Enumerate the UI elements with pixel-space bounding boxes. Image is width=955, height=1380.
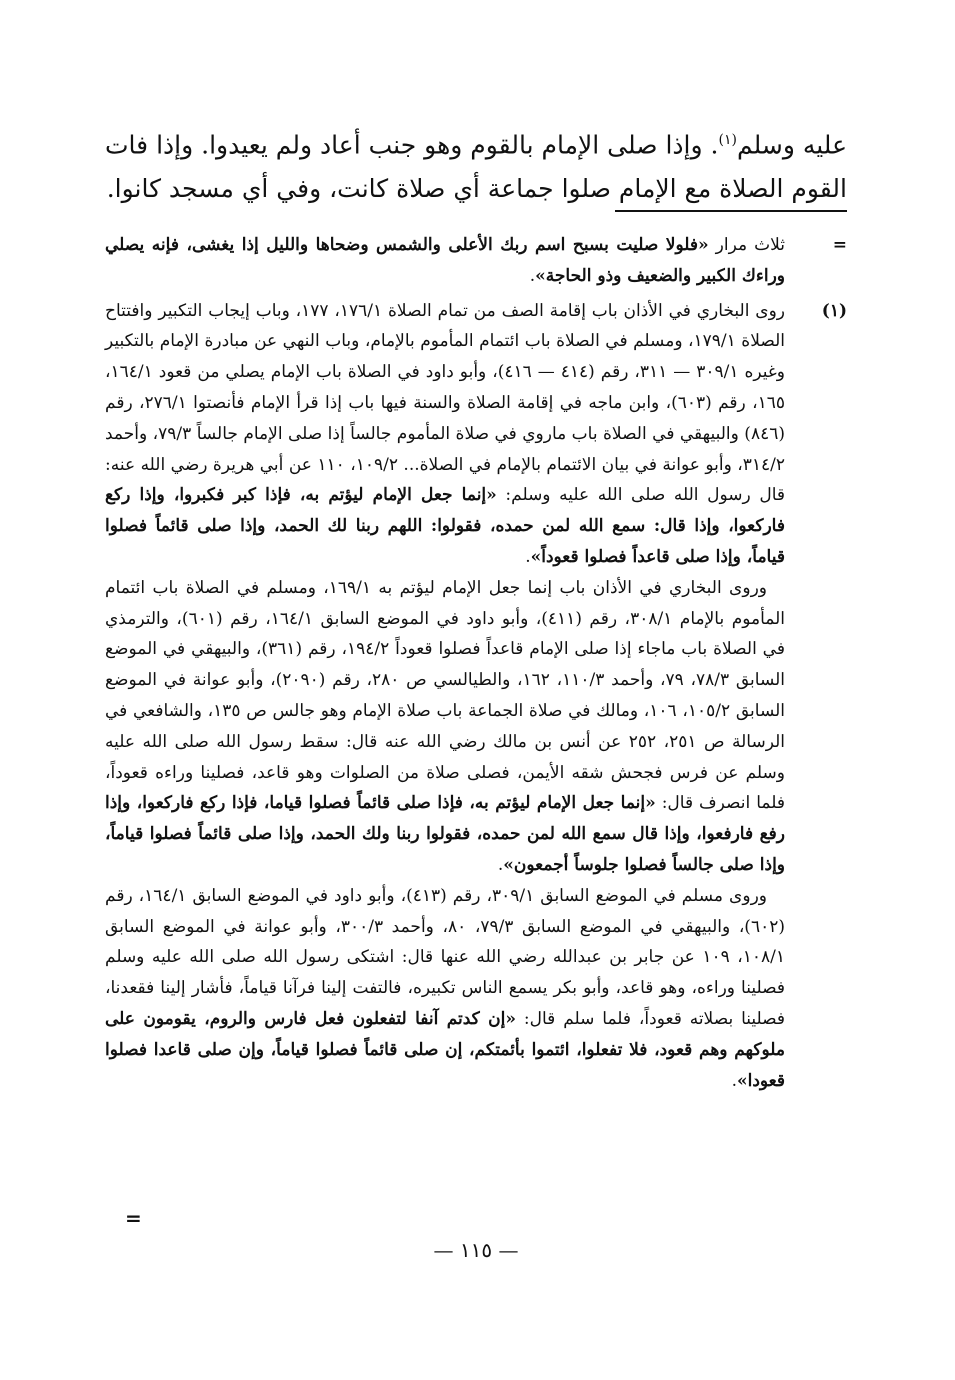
footnotes [105,230,847,1100]
continuation-marker: = [832,235,847,255]
footnote-continuation [105,230,847,292]
footnote-separator-rule [615,210,847,212]
main-text-rest: . وإذا صلى الإمام بالقوم وهو جنب أعاد ولم يعيدوا. وإذا فات القوم الصلاة مع الإمام صلوا جماعة أي صلاة كانت، وفي أي مسجد كانوا. [105,130,847,204]
continuation-quote: «فلولا صليت بسبح اسم ربك الأعلى والشمس وضحاها والليل إذا يغشى، فإنه يصلي وراءك الكبير والضعيف وذو الحاجة» [105,235,785,286]
footnote-reference: (١) [718,132,737,148]
main-text-start: عليه وسلم [736,130,847,160]
continuation-text: ثلاث مرار [708,235,785,255]
footnote-paragraph-3 [105,881,785,1097]
paragraph-2-text: وروى البخاري في الأذان باب إنما جعل الإمام ليؤتم به ١٦٩/١، ومسلم في الصلاة باب ائتمام المأموم بالإمام ٣٠٨/١، رقم (٤١١)، وأبو داود في الموضع السابق ١٦٤/١، رقم (٦٠١)، والترمذي في الصلاة باب ماجاء إذا صلى الإمام قاعداً فصلوا قعوداً ١٩٤/٢، رقم (٣٦١)، والبيهقي في الموضع السابق ٧٨/٣، ٧٩، وأحمد ١١٠/٣، ١٦٢، والطيالسي ص ٢٨٠، رقم (٢٠٩٠)، وأبو عوانة في الموضع السابق ١٠٥/٢، ١٠٦، ومالك في صلاة الجماعة باب صلاة الإمام وهو جالس ص ١٣٥، والشافعي في الرسالة ص ٢٥١، ٢٥٢ عن أنس بن مالك رضي الله عنه قال: سقط رسول الله صلى الله عليه وسلم عن فرس فجحش شقه الأيمن، فصلى صلاة من الصلوات وهو قاعد، فصلينا وراءه قعوداً، فلما انصرف قال: [105,577,786,814]
page-number: — ١١٥ — [433,1238,519,1262]
paragraph-1-text: روى البخاري في الأذان باب إقامة الصف من تمام الصلاة ١٧٦/١، ١٧٧، وباب إيجاب التكبير وافتتاح الصلاة ١٧٩/١، ومسلم في الصلاة باب ائتمام المأموم بالإمام، وباب النهي عن مبادرة الإمام بالتكبير وغيره ٣٠٩/١ — ٣١١، رقم (٤١٤ — ٤١٦)، وأبو داود في الصلاة باب الإمام يصلي من قعود ١٦٤/١، ١٦٥، رقم (٦٠٣)، وابن ماجه في إقامة الصلاة والسنة فيها باب إذا قرأ الإمام فأنصتوا ٢٧٦/١، رقم (٨٤٦) والبيهقي في الصلاة باب ماروي في صلاة المأموم جالساً إذا صلى الإمام جالساً ٧٩/٣، وأحمد ٣١٤/٢، وأبو عوانة في بيان الائتمام بالإمام في الصلاة... ١٠٩/٢، ١١٠ عن أبي هريرة رضي الله عنه: قال رسول الله صلى الله عليه وسلم: [105,300,786,506]
paragraph-2-quote: «إنما جعل الإمام ليؤتم به، فإذا صلى قائماً فصلوا قياما، فإذا ركع فاركعوا، وإذا رفع فارفعوا، وإذا قال سمع الله لمن حمده، فقولوا ربنا ولك الحمد، وإذا صلى قائماً فصلوا قياماً، وإذا صلى جالساً فصلوا جلوساً أجمعون» [105,793,785,875]
paragraph-2-end: . [497,854,504,875]
main-text [105,118,847,211]
page-end-continuation-marker: = [125,1206,140,1230]
footnote-marker: (١) [821,300,847,321]
paragraph-3-end: . [731,1070,737,1091]
continuation-end: . [529,265,536,286]
footnote-1 [105,296,847,1097]
paragraph-1-quote: «إنما جعل الإمام ليؤتم به، فإذا كبر فكبروا، وإذا ركع فاركعوا، وإذا قال: سمع الله لمن حمده، فقولوا: اللهم ربنا لك الحمد، وإذا صلى قائماً فصلوا قياماً، وإذا صلى قاعداً فصلوا قعوداً» [105,485,785,567]
paragraph-1-end: . [525,546,531,567]
footnote-paragraph-2 [105,573,785,881]
paragraph-3-text: وروى مسلم في الموضع السابق ٣٠٩/١، رقم (٤١٣)، وأبو داود في الموضع السابق ١٦٤/١، رقم (٦٠٢)، والبيهقي في الموضع السابق ٧٩/٣، ٨٠، وأحمد ٣٠٠/٣، وأبو عوانة في الموضع السابق ١٠٨/١، ١٠٩ عن جابر بن عبدالله رضي الله عنها قال: اشتكى رسول الله صلى الله عليه وسلم فصلينا وراءه، وهو قاعد، وأبو بكر يسمع الناس تكبيره، فالتفت إلينا فرآنا قياماً، فأشار إلينا فقعدنا، فصلينا بصلاته قعوداً، فلما سلم قال: [105,885,786,1029]
page [105,118,847,1380]
paragraph-3-quote: «إن كدتم آنفا لتفعلون فعل فارس والروم، يقومون على ملوكهم وهم قعود، فلا تفعلوا، ائتموا بأئمتكم، إن صلى قائماً فصلوا قياماً، وإن صلى قاعدا فصلوا قعودا» [105,1008,785,1091]
footnote-paragraph-1 [105,296,785,573]
